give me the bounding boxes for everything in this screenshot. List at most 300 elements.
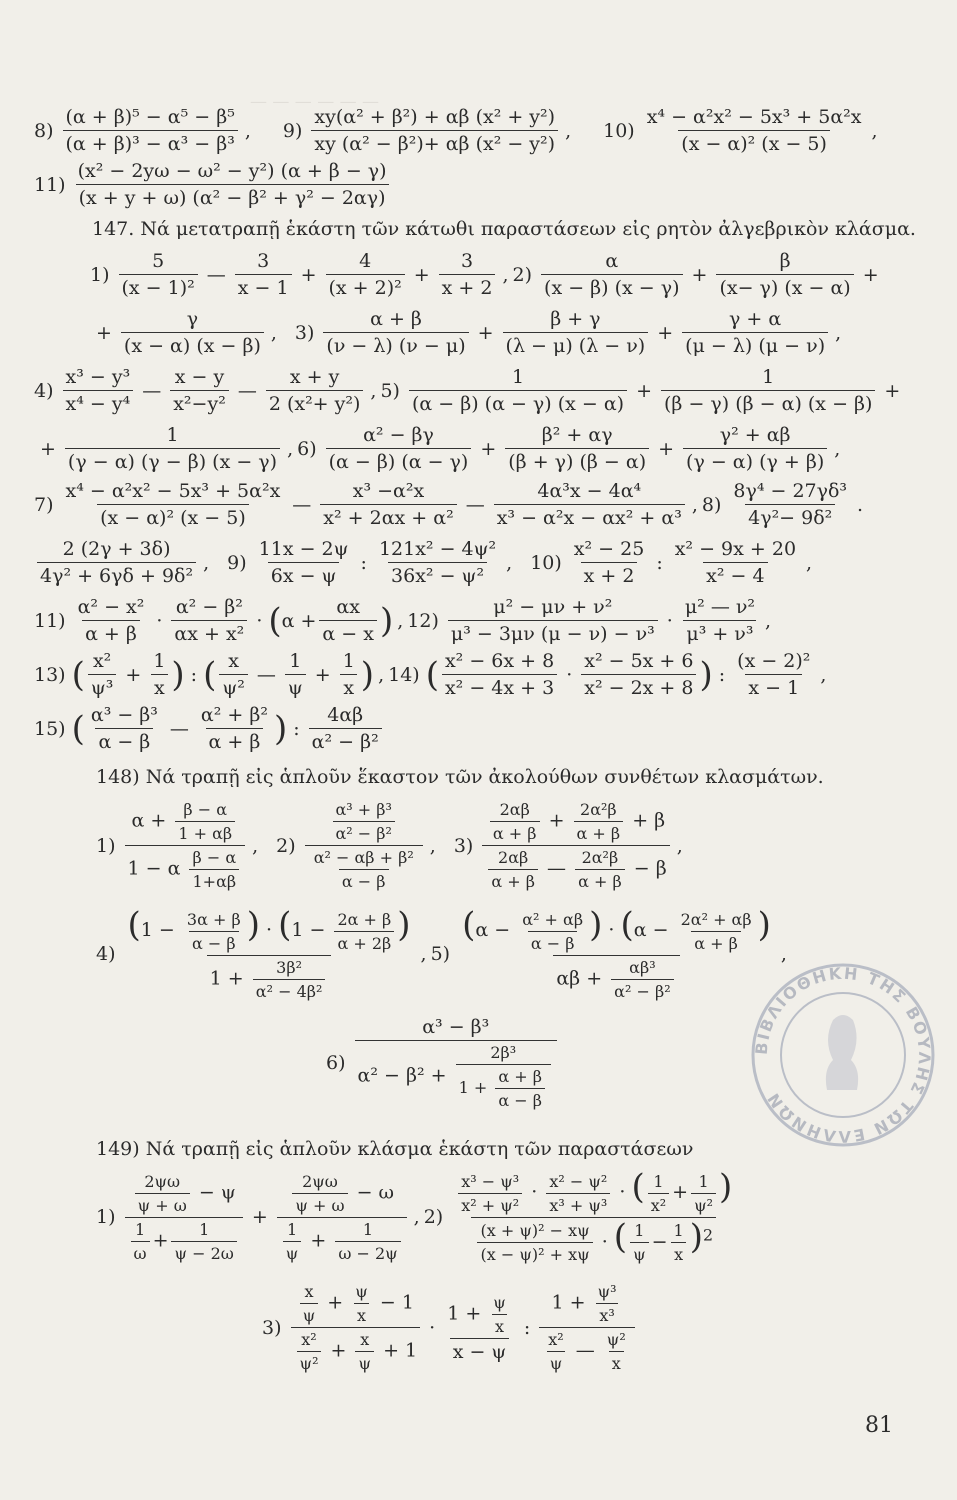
fraction (352, 1282, 371, 1325)
numerator: (α + β)⁵ − α⁵ − β⁵ (65, 106, 235, 128)
numerator: x⁴ − α²x² − 5x³ + 5α²x (65, 480, 281, 502)
numerator: x − y (174, 366, 225, 388)
numerator: αβ³ (629, 957, 656, 977)
compound-fraction (444, 1293, 515, 1363)
fraction (171, 596, 247, 645)
numerator: 2ψω (302, 1171, 338, 1191)
numerator (286, 1172, 397, 1217)
fraction (505, 424, 649, 473)
denominator: $\frac{\text{(x + ψ)² − xψ}}{\text{(x − ψ)² + xψ}}$ · ( $\frac{1}{\psi}$ − $\frac{1}{x}$ )$^2$ (471, 1217, 716, 1265)
expr-label: 4) (34, 379, 54, 402)
denominator: (γ − α) (γ + β) (683, 448, 827, 473)
expr-label: 1) (96, 834, 116, 857)
denominator: (x − β) (x − γ) (541, 274, 682, 299)
denominator (456, 1064, 551, 1110)
denominator: x²−y² (170, 390, 229, 415)
denominator: α + β (82, 620, 140, 645)
numerator: x³ − y³ (65, 366, 131, 388)
expr-row-11: 15) ( $\frac{\text{α³ − β³}}{\alpha - \beta}$ — $\frac{\text{α² + β²}}{\alpha + \beta}$ ) : $\frac{4\alpha\beta}{\text{α² − β²}}$ (34, 704, 385, 753)
denominator: x² − 4x + 3 (442, 674, 557, 699)
expr-term: α + (281, 609, 317, 632)
denominator: $\frac{1}{\psi}$ + $\frac{1}{\omega - 2\psi}$ (277, 1217, 407, 1263)
fraction (575, 848, 625, 891)
stamp-text: ΒΙΒΛΙΟΘΗΚΗ ΤΗΣ ΒΟΥΛΗΣ ΤΩΝ ΕΛΛΗΝΩΝ (751, 963, 935, 1147)
denominator: ψ² (297, 1351, 322, 1373)
denominator: ψ + ω (135, 1193, 190, 1215)
expr-label: 5) (380, 379, 400, 402)
fraction (326, 250, 405, 299)
numerator: 8γ⁴ − 27γδ³ (733, 480, 848, 502)
expr-row-2 (34, 160, 393, 209)
denominator (207, 955, 332, 1001)
fraction (671, 1221, 687, 1264)
fraction (604, 1330, 629, 1373)
fraction (644, 106, 865, 155)
fraction (490, 1293, 509, 1336)
expr-label: 4) (96, 943, 116, 966)
fraction (63, 480, 284, 529)
denominator: x (671, 1242, 686, 1264)
expr-row-3: 1) $\frac{5}{\text{(x − 1)²}}$ — $\frac{3}{x - 1}$ + $\frac{4}{\text{(x + 2)²}}$ + $\frac{3}{x + 2}$ , 2) $\frac{\alpha}{(x - \beta) (x - \gamma)}$ + $\frac{\beta}{(x- \gamma) (x - \alpha)}$ + (90, 250, 879, 299)
denominator: x³ − α²x − αx² + α³ (494, 504, 685, 529)
compound-fraction (291, 1282, 421, 1373)
expr-label: 1) (90, 263, 110, 286)
exercise-149-row-2: 3) $\frac{x}{\psi}$ + $\frac{\psi}{x}$ − 1 $\frac{\text{x²}}{\text{ψ²}}$ + $\frac{x}{\psi}$ + 1 · 1 + $\frac{\psi}{x}$ x − ψ : 1 + $\frac{\text{ψ³}}{\text{x³}}$ $\frac{\text{x²}}{\psi}$ — $\frac{\text{ψ²}}{x}$ (262, 1282, 638, 1373)
expr-term: α − (475, 919, 511, 941)
fraction (121, 308, 264, 357)
fraction (488, 848, 538, 891)
numerator: α³ − β³ (90, 704, 158, 726)
numerator: 2β³ (490, 1043, 517, 1062)
denominator: x³ + ψ³ (546, 1193, 610, 1215)
denominator: α − x (319, 620, 377, 645)
fraction (135, 1172, 190, 1215)
exercise-148-heading: 148) Νά τραπῇ εἰς ἁπλοῦν ἕκαστον τῶν ἀκολούθων συνθέτων κλασμάτων. (96, 766, 824, 788)
denominator (125, 845, 246, 891)
fraction (37, 538, 196, 587)
expr-label: 3) (453, 834, 474, 857)
denominator: x³ (596, 1303, 617, 1325)
fraction (541, 250, 682, 299)
fraction (319, 596, 377, 645)
numerator: 2 (2γ + 3δ) (62, 538, 171, 560)
denominator: ψ (285, 674, 306, 699)
compound-fraction (277, 1172, 407, 1263)
denominator: x (354, 1303, 369, 1325)
numerator: μ² — ν² (684, 596, 756, 618)
fraction (495, 1067, 545, 1110)
numerator: α² − β² (175, 596, 243, 618)
numerator: 5 (152, 250, 165, 272)
fraction (300, 1282, 319, 1325)
denominator: $\frac{\text{x²}}{\text{ψ²}}$ + $\frac{x}{\psi}$ + 1 (291, 1327, 421, 1373)
fraction (75, 160, 390, 209)
fraction (219, 650, 248, 699)
fraction (456, 1043, 551, 1110)
expr-row-1: 8) $\frac{\text{(α + β)⁵ − α⁵ − β⁵}}{\text{(α + β)³ − α³ − β³}}$ , 9) $\frac{\text{xy(α² + β²) + αβ (x² + y²)}}{\text{xy (α² − β²)+ αβ (x² − y²)}}$ , 10) $\frac{\text{x⁴ − α²x² − 5x³ + 5α²x}}{\text{(x − α)² (x − 5)}}$ , (34, 106, 878, 155)
fraction (519, 910, 586, 953)
fraction (630, 1221, 649, 1264)
expr-term: − 1 (379, 1291, 414, 1314)
denominator: xy (α² − β²)+ αβ (x² − y²) (311, 130, 558, 155)
numerator: α² + β² (200, 704, 268, 726)
denominator: 6x − ψ (268, 562, 340, 587)
exercise-148-row-2: 4) (1 − $\frac{3\alpha + \beta}{\alpha - \beta}$ ) · (1 − $\frac{2\alpha + \beta}{\alpha + 2\beta}$ ) 1 + $\frac{\text{3β²}}{\text{α² − 4β²}}$ , 5) (α − $\frac{\text{α² + αβ}}{\alpha - \beta}$ ) · (α − $\frac{\text{2α² + αβ}}{\alpha + \beta}$ ) αβ + $\frac{\text{αβ³}}{\text{α² − β²}}$ , (96, 905, 787, 1001)
numerator (548, 1282, 625, 1327)
numerator: 1 (289, 650, 302, 672)
numerator (128, 800, 241, 845)
denominator: $\frac{\text{x²}}{\psi}$ — $\frac{\text{ψ²}}{x}$ (539, 1327, 635, 1373)
fraction (88, 650, 117, 699)
denominator: α + 2β (334, 931, 394, 953)
numerator: 1 (134, 1219, 146, 1239)
numerator: 11x − 2ψ (258, 538, 349, 560)
expr-term: α + (131, 809, 167, 832)
denominator: α + β (574, 821, 624, 843)
fraction (292, 1172, 347, 1215)
numerator: μ² − μν + ν² (493, 596, 613, 618)
expr-term: α² − β² + (357, 1064, 447, 1087)
expr-label: 6) (326, 1052, 346, 1074)
numerator: x² (301, 1330, 317, 1349)
denominator: α − β (95, 728, 153, 753)
expr-label: 2) (276, 834, 296, 857)
fraction (734, 650, 813, 699)
denominator: ψ² (691, 1193, 716, 1215)
fraction (571, 538, 648, 587)
numerator: γ + α (729, 308, 782, 330)
page-number: 81 (865, 1413, 893, 1438)
fraction (335, 1220, 400, 1263)
denominator: x − 1 (235, 274, 292, 299)
numerator: 1 (511, 366, 525, 388)
denominator: ψ (355, 1351, 374, 1373)
numerator: 3α + β (186, 909, 241, 929)
expr-label: 10) (530, 551, 562, 574)
exercise-149-heading: 149) Νά τραπῇ εἰς ἁπλοῦν κλάσμα ἑκάστη τῶν παραστάσεων (96, 1138, 694, 1160)
fraction (574, 800, 624, 843)
numerator: (α − $\frac{\text{α² + αβ}}{\alpha - \beta}$ ) · (α − $\frac{\text{2α² + αβ}}{\alpha + \beta}$ ) (462, 905, 771, 953)
denominator: α + β (206, 728, 264, 753)
numerator: 1 (286, 1219, 298, 1239)
denominator: α − β (528, 931, 578, 953)
numerator: β − α (183, 800, 228, 819)
compound-fraction (452, 1167, 735, 1264)
compound-fraction (125, 800, 246, 891)
fraction (311, 848, 417, 891)
numerator: 121x² − 4ψ² (378, 538, 497, 560)
expr-term: + 1 (383, 1339, 418, 1362)
denominator: α − β (495, 1088, 545, 1110)
fraction (266, 366, 364, 415)
denominator: (α − β) (α − γ) (326, 448, 472, 473)
fraction (477, 1221, 592, 1264)
fraction (309, 704, 382, 753)
compound-fraction (305, 800, 423, 891)
fraction (189, 848, 239, 891)
fraction (311, 106, 558, 155)
denominator: α² − 4β² (253, 979, 326, 1001)
numerator: α² − βγ (363, 424, 434, 446)
numerator: x³ −α²x (352, 480, 425, 502)
numerator: 2α²β (581, 848, 619, 867)
denominator: α + β (490, 821, 540, 843)
exponent: 2 (702, 1225, 714, 1245)
denominator: x (609, 1351, 624, 1373)
fraction (75, 596, 148, 645)
denominator: α − β (339, 869, 389, 891)
denominator: x² − 4 (703, 562, 767, 587)
numerator: 2α²β (580, 800, 617, 819)
expr-label: 5) (430, 943, 451, 966)
numerator: α² − x² (77, 596, 145, 618)
fraction (716, 250, 853, 299)
denominator: μ³ + ν³ (683, 620, 756, 645)
denominator: α + β (575, 869, 625, 891)
numerator: α³ − β³ (422, 1016, 490, 1038)
fraction (458, 1172, 522, 1215)
fraction (285, 650, 306, 699)
fraction (611, 958, 673, 1001)
numerator: 1 (342, 650, 355, 672)
numerator: α (605, 250, 619, 272)
fraction (320, 480, 456, 529)
expr-label: 10) (603, 119, 635, 142)
expr-label: 11) (34, 609, 66, 632)
fraction (184, 910, 244, 953)
expr-label: 8) (701, 493, 722, 516)
denominator: x (492, 1314, 507, 1336)
numerator: (x − 2)² (737, 650, 811, 672)
denominator: (x − α)² (x − 5) (97, 504, 249, 529)
expr-term: 1 + (551, 1291, 586, 1314)
numerator: 1 (166, 424, 179, 446)
denominator: x + 2 (439, 274, 496, 299)
fraction (448, 596, 658, 645)
expr-row-5: 4) $\frac{\text{x³ − y³}}{\text{x⁴ − y⁴}}$ — $\frac{x - y}{\text{x²−y²}}$ — $\frac{x + y}{\text{2 (x²+ y²)}}$ , 5) $\frac{1}{(\alpha - \beta) (\alpha - \gamma) (x - \alpha)}$ + $\frac{1}{(\beta - \gamma) (\beta - \alpha) (x - \beta)}$ + (34, 366, 901, 415)
numerator: x (228, 650, 239, 672)
denominator: 36x² − ψ² (388, 562, 487, 587)
fraction (730, 480, 850, 529)
expr-label: 8) (34, 119, 54, 142)
fraction (334, 910, 394, 953)
denominator (553, 955, 679, 1001)
denominator: α + β (691, 931, 741, 953)
expr-row-6: + $\frac{1}{(\gamma - \alpha) (\gamma - \beta) (x - \gamma)}$ , 6) $\frac{\text{α² − βγ}}{(\alpha - \beta) (\alpha - \gamma)}$ + $\frac{\text{β² + αγ}}{(\beta + \gamma) (\beta - \alpha)}$ + $\frac{\text{γ² + αβ}}{(\gamma - \alpha) (\gamma + \beta)}$ , (40, 424, 841, 473)
fraction (376, 538, 499, 587)
compound-fraction (539, 1282, 635, 1373)
fraction (340, 650, 358, 699)
expr-row-10: 13) ( $\frac{\text{x²}}{\text{ψ³}}$ + $\frac{1}{x}$ ) : ( $\frac{x}{\text{ψ²}}$ — $\frac{1}{\psi}$ + $\frac{1}{x}$ ) , 14) ( $\frac{\text{x² − 6x + 8}}{\text{x² − 4x + 3}}$ · $\frac{\text{x² − 5x + 6}}{\text{x² − 2x + 8}}$ ) : $\frac{\text{(x − 2)²}}{x - 1}$ , (34, 650, 827, 699)
fraction (678, 910, 755, 953)
fraction (256, 538, 352, 587)
numerator: x² − 9x + 20 (674, 538, 797, 560)
fraction (283, 1220, 302, 1263)
fraction (503, 308, 649, 357)
denominator: (x − ψ)² + xψ (477, 1242, 592, 1264)
numerator: β + γ (550, 308, 601, 330)
numerator: ψ³ (597, 1282, 617, 1301)
numerator: αx (336, 596, 360, 618)
denominator: x + 2 (581, 562, 638, 587)
expr-term: αβ + (556, 967, 603, 989)
fraction (65, 424, 280, 473)
denominator: x − 1 (745, 674, 802, 699)
numerator: 4αβ (327, 704, 364, 726)
denominator: α − β (189, 931, 239, 953)
denominator: ω − 2ψ (335, 1241, 400, 1263)
denominator: α² − β² (333, 821, 395, 843)
expr-term: α − (633, 919, 669, 941)
numerator: x² − 6x + 8 (444, 650, 555, 672)
denominator: x² − 2x + 8 (581, 674, 696, 699)
expr-label: 1) (96, 1206, 116, 1228)
numerator: 2ψω (144, 1171, 181, 1191)
expr-label: 3) (262, 1316, 282, 1339)
expr-label: 3) (294, 321, 315, 344)
numerator: γ (186, 308, 199, 330)
fraction (170, 366, 229, 415)
exercise-148-row-1: 1) α + $\frac{\beta - \alpha}{1 + \alpha\beta}$ 1 − α $\frac{\beta - \alpha}{1+\alpha\beta}$ , 2) $\frac{\frac{\text{α³ + β³}}{\text{α² − β²}}}{\frac{\text{α² − αβ + β²}}{\alpha - \beta}}$ , 3) $\frac{2\alpha\beta}{\alpha + \beta}$ + $\frac{\text{2α²β}}{\alpha + \beta}$ + β $\frac{2\alpha\beta}{\alpha + \beta}$ — $\frac{\text{2α²β}}{\alpha + \beta}$ − β , (96, 800, 683, 891)
numerator: x⁴ − α²x² − 5x³ + 5α²x (646, 106, 862, 128)
denominator: α + β (488, 869, 538, 891)
numerator: x² − 25 (573, 538, 645, 560)
denominator: (α + β)³ − α³ − β³ (63, 130, 238, 155)
numerator: α² + αβ (522, 909, 584, 929)
numerator: (x² − 2yω − ω² − y²) (α + β − γ) (77, 160, 387, 182)
numerator: α + β (370, 308, 422, 330)
numerator: β² + αγ (541, 424, 613, 446)
denominator: x (340, 674, 357, 699)
denominator (355, 1040, 557, 1110)
numerator: 1 (634, 1221, 645, 1240)
fraction (333, 800, 395, 843)
numerator: 1 (762, 366, 775, 388)
compound-fraction (125, 905, 414, 1001)
numerator: γ² + αβ (719, 424, 791, 446)
expr-row-7: 7) $\frac{\text{x⁴ − α²x² − 5x³ + 5α²x}}{\text{(x − α)² (x − 5)}}$ — $\frac{\text{x³ −α²x}}{\text{x² + 2αx + α²}}$ — $\frac{\text{4α³x − 4α⁴}}{\text{x³ − α²x − αx² + α³}}$ , 8) $\frac{\text{8γ⁴ − 27γδ³}}{\text{4γ²− 9δ²}}$ . (34, 480, 864, 529)
denominator: (α − β) (α − γ) (x − α) (409, 390, 627, 415)
denominator: (x − α) (x − β) (121, 332, 264, 357)
denominator: x² + ψ² (458, 1193, 522, 1215)
numerator: (x + ψ)² − xψ (480, 1221, 590, 1240)
expr-label: 11) (34, 173, 66, 196)
fraction (672, 538, 799, 587)
numerator: β − α (192, 848, 237, 867)
numerator: x² (548, 1330, 564, 1349)
expr-row-9: 11) $\frac{\text{α² − x²}}{\alpha + \beta}$ · $\frac{\text{α² − β²}}{\text{αx + x²}}$ · ( α + $\frac{\alpha x}{\alpha - x}$ ) , 12) $\frac{\text{μ² − μν + ν²}}{\text{μ³ − 3μν (μ − ν) − ν³}}$ · $\frac{\text{μ² — ν²}}{\text{μ³ + ν³}}$ , (34, 596, 772, 645)
fraction (682, 596, 758, 645)
fraction (297, 1330, 322, 1373)
expr-term: 1 + (447, 1302, 482, 1324)
compound-fraction (459, 905, 774, 1001)
denominator: ψ² (219, 674, 248, 699)
fraction (63, 106, 238, 155)
fraction (88, 704, 161, 753)
exercise-149-row-1: 1) $\frac{2\psi\omega}{\psi + \omega}$ − ψ $\frac{1}{\omega}$ + $\frac{1}{\psi - 2\omega}$ + $\frac{2\psi\omega}{\psi + \omega}$ − ω $\frac{1}{\psi}$ + $\frac{1}{\omega - 2\psi}$ , 2) $\frac{\text{x³ − ψ³}}{\text{x² + ψ²}}$ · $\frac{\text{x² − ψ²}}{\text{x³ + ψ³}}$ · ( $\frac{1}{\text{x²}}$ + $\frac{1}{\text{ψ²}}$ ) $\frac{\text{(x + ψ)² − xψ}}{\text{(x − ψ)² + xψ}}$ · ( $\frac{1}{\psi}$ − $\frac{1}{x}$ )$^2$ (96, 1170, 738, 1264)
denominator: (λ − μ) (λ − ν) (503, 332, 649, 357)
fraction (150, 650, 168, 699)
fraction (546, 1172, 610, 1215)
numerator: 3β² (276, 957, 302, 977)
numerator: 1 (153, 650, 166, 672)
fraction (326, 424, 472, 473)
numerator: x + y (289, 366, 340, 388)
numerator: ψ (355, 1282, 368, 1301)
fraction (119, 250, 198, 299)
expr-label: 2) (512, 263, 533, 286)
denominator: ψ (630, 1242, 649, 1264)
numerator: β (779, 250, 791, 272)
numerator: $\frac{x}{\psi}$ + $\frac{\psi}{x}$ − 1 (294, 1282, 417, 1327)
expr-label: 2) (423, 1206, 444, 1228)
fraction (661, 366, 875, 415)
expr-label: 15) (34, 717, 66, 740)
numerator: x (360, 1330, 370, 1349)
expr-term: 1 + (458, 1078, 488, 1097)
expr-label: 14) (388, 663, 420, 686)
expr-term: 1 − (140, 919, 175, 941)
denominator: (β − γ) (β − α) (x − β) (661, 390, 875, 415)
numerator: 1 (673, 1221, 684, 1240)
numerator: ψ (493, 1292, 506, 1312)
numerator: 2α² + αβ (680, 909, 752, 929)
denominator: μ³ − 3μν (μ − ν) − ν³ (448, 620, 658, 645)
compound-fraction (355, 1016, 557, 1110)
expr-term: − ψ (198, 1181, 236, 1203)
denominator: ψ (300, 1303, 319, 1325)
denominator: $\frac{1}{\omega}$ + $\frac{1}{\psi - 2\omega}$ (125, 1217, 243, 1263)
denominator: ψ + ω (292, 1193, 347, 1215)
expr-term: 1 − α (127, 857, 181, 880)
numerator: 1 (199, 1219, 210, 1239)
denominator: (ν − λ) (ν − μ) (323, 332, 468, 357)
fraction (131, 1220, 150, 1263)
denominator (305, 845, 423, 891)
exercise-148-row-3 (326, 1016, 560, 1110)
numerator: 2αβ (499, 800, 530, 819)
expr-row-8: $\frac{2 (2\gamma + 3\delta)}{\text{4γ² + 6γδ + 9δ²}}$ , 9) $\frac{11x - 2\psi}{6x - \psi}$ : $\frac{\text{121x² − 4ψ²}}{\text{36x² − ψ²}}$ , 10) $\frac{\text{x² − 25}}{x + 2}$ : $\frac{\text{x² − 9x + 20}}{\text{x² − 4}}$ , (34, 538, 816, 587)
denominator: $\frac{2\alpha\beta}{\alpha + \beta}$ — $\frac{\text{2α²β}}{\alpha + \beta}$ − β (482, 845, 669, 891)
numerator: $\frac{2\alpha\beta}{\alpha + \beta}$ + $\frac{\text{2α²β}}{\alpha + \beta}$ + β (484, 800, 668, 845)
numerator: ψ² (606, 1330, 626, 1349)
expr-term: 1 + (209, 967, 244, 989)
denominator: (x + y + ω) (α² − β² + γ² − 2αγ) (76, 184, 389, 209)
fraction (409, 366, 627, 415)
fraction (235, 250, 292, 299)
numerator: α + β (498, 1067, 542, 1086)
denominator: x (151, 674, 168, 699)
expr-term: 1 − (291, 919, 326, 941)
fraction (691, 1172, 716, 1215)
denominator: 1+αβ (189, 869, 239, 891)
fraction (490, 800, 540, 843)
numerator: x² − ψ² (549, 1171, 608, 1191)
expr-row-4: + $\frac{\gamma}{(x - \alpha) (x - \beta)}$ , 3) $\frac{\alpha + \beta}{(\nu - \lambda) (\nu - \mu)}$ + $\frac{\beta + \gamma}{(\lambda - \mu) (\lambda - \nu)}$ + $\frac{\gamma + \alpha}{(\mu - \lambda) (\mu - \nu)}$ , (96, 308, 842, 357)
exercise-147-heading: 147. Νά μετατραπῇ ἑκάστη τῶν κάτωθι παραστάσεων εἰς ρητὸν ἀλγεβρικὸν κλάσμα. (92, 218, 916, 240)
fraction (175, 800, 235, 843)
denominator: ψ (547, 1351, 566, 1373)
numerator: x³ − ψ³ (461, 1171, 520, 1191)
fraction (439, 250, 496, 299)
expr-label: 7) (34, 493, 54, 516)
denominator: α² − β² (611, 979, 673, 1001)
denominator: x² + 2αx + α² (320, 504, 456, 529)
fraction (442, 650, 557, 699)
fraction (682, 308, 828, 357)
denominator: (x − α)² (x − 5) (678, 130, 830, 155)
denominator: ψ³ (88, 674, 117, 699)
